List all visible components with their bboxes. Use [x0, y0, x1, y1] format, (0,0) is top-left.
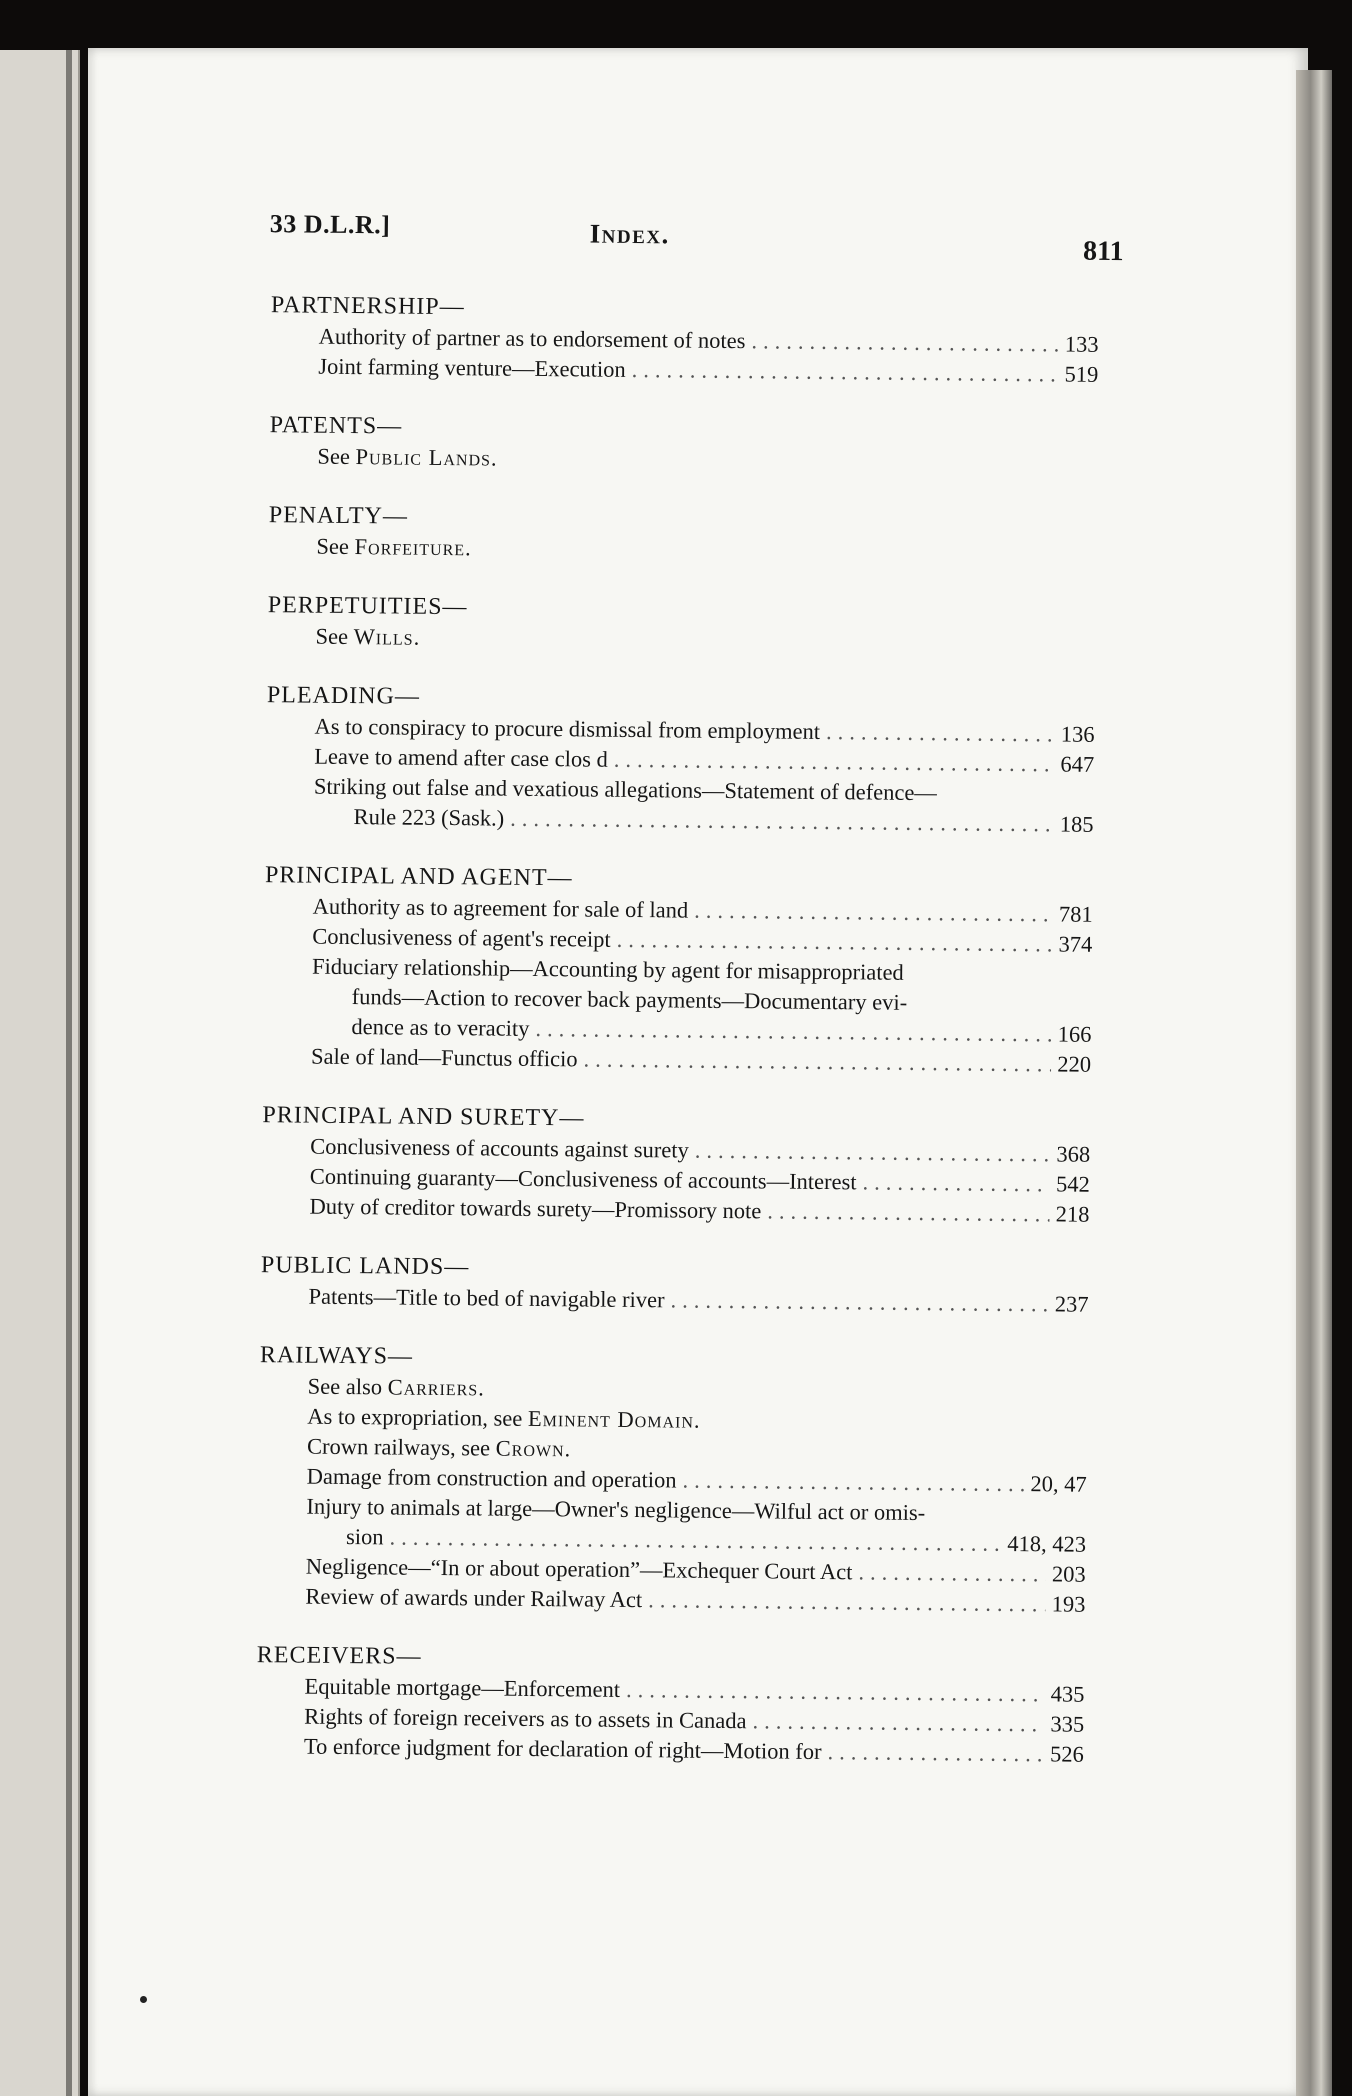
index-entry — [144, 1638, 1085, 1770]
entry-heading: PRINCIPAL AND AGENT— — [264, 862, 573, 892]
index-line-wrapped: Fiduciary relationship—Accounting by agent for misappropriated — [311, 953, 904, 985]
index-line-text: Equitable mortgage—Enforcement — [304, 1673, 621, 1702]
index-line-text: dence as to veracity — [351, 1014, 530, 1041]
entry-heading: PARTNERSHIP— — [270, 292, 465, 321]
page-reference: 374 — [1058, 931, 1093, 957]
paper-speck — [140, 1996, 147, 2003]
page-reference: 368 — [1056, 1141, 1091, 1167]
cross-reference-prefix: Crown railways, see — [306, 1433, 496, 1461]
index-line-text: To enforce judgment for declaration of right—Motion for — [303, 1733, 822, 1765]
page-reference: 220 — [1057, 1051, 1092, 1077]
entry-heading: PATENTS— — [269, 412, 403, 440]
index-entry — [155, 588, 1096, 660]
entry-heading: RECEIVERS— — [256, 1642, 422, 1670]
dot-leader — [614, 745, 1055, 780]
index-entry — [153, 678, 1095, 840]
page-reference: 435 — [1050, 1681, 1085, 1707]
dot-leader — [751, 326, 1059, 359]
running-header — [159, 208, 1124, 298]
page-reference: 185 — [1059, 811, 1094, 837]
index-entries — [144, 288, 1099, 1770]
index-entry — [156, 498, 1097, 570]
index-entry — [149, 1098, 1090, 1230]
cross-reference-target: Crown. — [495, 1435, 572, 1462]
cross-reference-target: Wills. — [353, 624, 421, 650]
dot-leader — [583, 1044, 1051, 1079]
index-line-text: Duty of creditor towards surety—Promissory note — [309, 1193, 762, 1224]
cross-reference-target: Eminent Domain. — [527, 1405, 701, 1433]
cross-reference-prefix: See — [317, 443, 356, 470]
entry-heading: PENALTY— — [268, 502, 409, 530]
index-line-text: Review of awards under Railway Act — [305, 1583, 643, 1613]
page-reference: 133 — [1064, 331, 1099, 357]
cross-reference-prefix: See — [315, 623, 354, 650]
index-entry — [151, 858, 1093, 1080]
index-line-wrapped: Injury to animals at large—Owner's negligence—Wilful act or omis- — [306, 1493, 926, 1526]
cross-reference-prefix: As to expropriation, see — [307, 1403, 529, 1431]
index-line-text: Authority of partner as to endorsement of notes — [318, 323, 746, 354]
index-line — [353, 802, 1093, 840]
volume-reference: 33 D.L.R.] — [269, 209, 391, 240]
index-entry — [157, 408, 1098, 480]
index-line-text: Leave to amend after case clos d — [314, 743, 608, 772]
dot-leader — [682, 1466, 1024, 1500]
page-reference: 335 — [1050, 1711, 1085, 1737]
dot-leader — [826, 717, 1055, 749]
page-reference: 519 — [1064, 361, 1099, 387]
dot-leader — [617, 925, 1053, 960]
dot-leader — [510, 804, 1054, 840]
page-reference: 647 — [1060, 751, 1095, 777]
index-line-text: sion — [345, 1524, 384, 1550]
cross-reference-target: Carriers. — [387, 1374, 485, 1401]
index-line-text: Conclusiveness of agent's receipt — [312, 923, 611, 952]
page-reference: 542 — [1055, 1171, 1090, 1197]
dot-leader — [695, 1136, 1051, 1170]
page-number: 811 — [1082, 235, 1124, 268]
index-line-text: Negligence—“In or about operation”—Exchequer Court Act — [305, 1553, 853, 1585]
page-reference: 526 — [1049, 1741, 1084, 1767]
entry-heading: PERPETUITIES— — [267, 592, 468, 621]
dot-leader — [858, 1557, 1046, 1589]
page-stack-edge — [1296, 70, 1332, 2096]
page-reference: 203 — [1051, 1561, 1086, 1587]
cross-reference-prefix: See — [316, 533, 355, 560]
index-line-wrapped: Striking out false and vexatious allegations—Statement of defence— — [313, 773, 938, 806]
dot-leader — [827, 1737, 1044, 1769]
dot-leader — [626, 1675, 1045, 1709]
entry-heading: PUBLIC LANDS— — [260, 1252, 470, 1281]
index-line-text: Damage from construction and operation — [306, 1463, 677, 1493]
entry-heading: PLEADING— — [266, 682, 421, 710]
cross-reference-prefix: See also — [307, 1373, 388, 1400]
dot-leader — [648, 1585, 1046, 1619]
page-reference: 237 — [1054, 1291, 1089, 1317]
left-page-edge — [0, 50, 80, 2096]
dot-leader — [767, 1196, 1049, 1229]
index-line-text: Joint farming venture—Execution — [318, 353, 626, 382]
cross-reference-target: Public Lands. — [355, 444, 498, 471]
index-content — [143, 208, 1124, 1798]
index-entry — [158, 288, 1099, 390]
index-line-text: Rights of foreign receivers as to assets in Canada — [304, 1703, 747, 1734]
page-title: Index. — [589, 218, 670, 250]
index-line-text: Authority as to agreement for sale of land — [312, 893, 689, 923]
dot-leader — [752, 1706, 1044, 1739]
index-line-text: Continuing guaranty—Conclusiveness of accounts—Interest — [309, 1163, 857, 1195]
index-line-text: Patents—Title to bed of navigable river — [308, 1283, 665, 1313]
index-line-text: Rule 223 (Sask.) — [353, 804, 505, 831]
page-reference: 20, 47 — [1030, 1471, 1087, 1497]
index-line-text: Conclusiveness of accounts against surety — [310, 1133, 689, 1163]
cross-reference-target: Forfeiture. — [354, 534, 472, 561]
index-entry — [148, 1248, 1089, 1320]
page-reference: 781 — [1058, 901, 1093, 927]
dot-leader — [632, 355, 1059, 389]
dot-leader — [694, 896, 1053, 930]
dot-leader — [862, 1167, 1050, 1199]
page-reference: 136 — [1060, 721, 1095, 747]
dot-leader — [670, 1285, 1048, 1319]
page-reference: 218 — [1055, 1201, 1090, 1227]
entry-heading: PRINCIPAL AND SURETY— — [262, 1102, 585, 1132]
index-line-text: As to conspiracy to procure dismissal from employment — [314, 713, 821, 744]
entry-heading: RAILWAYS— — [259, 1342, 414, 1370]
index-line-continuation: funds—Action to recover back payments—Documentary evi- — [351, 984, 908, 1015]
page-reference: 166 — [1057, 1021, 1092, 1047]
index-line-text: Sale of land—Functus officio — [310, 1043, 578, 1072]
page-reference: 193 — [1051, 1591, 1086, 1617]
page-reference: 418, 423 — [1007, 1530, 1087, 1557]
index-entry — [145, 1338, 1088, 1620]
